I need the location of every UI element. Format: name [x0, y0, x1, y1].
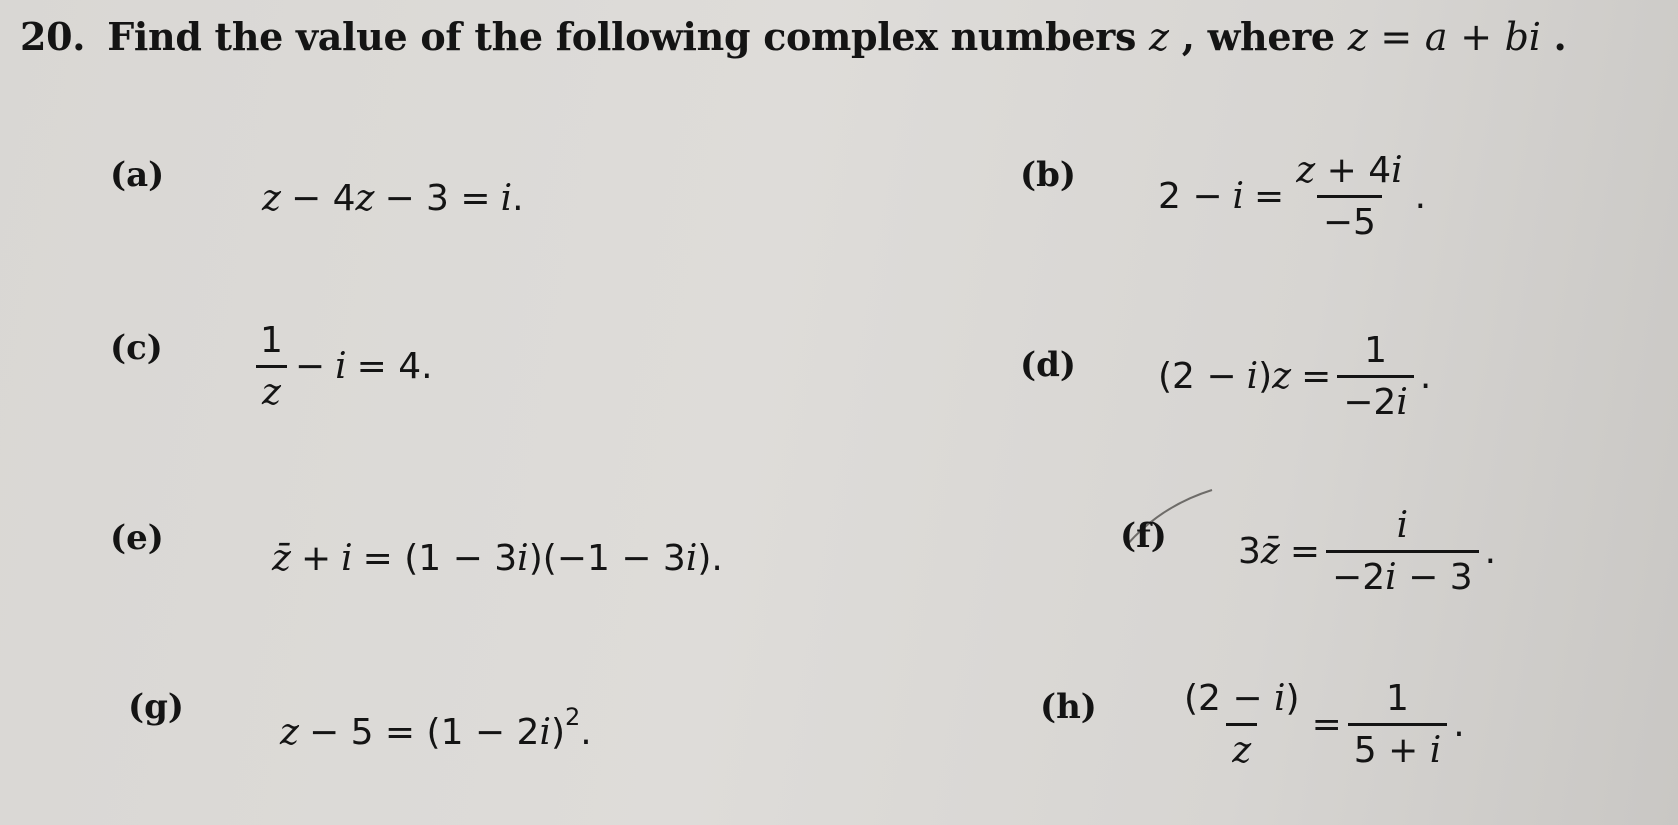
part-b-fraction: $\frac{z + 4i}{-5}$ [1296, 150, 1403, 243]
part-b-label: (b) [1020, 155, 1076, 195]
part-g-label: (g) [128, 687, 184, 727]
part-d-equation: (2 − i ) z = $\frac{1}{-2i}$ . [1158, 330, 1432, 423]
part-b-equation: 2 − i = $\frac{z + 4i}{-5}$ . [1158, 150, 1427, 243]
part-a-label: (a) [110, 155, 165, 195]
part-e-label: (e) [110, 518, 164, 558]
problem-heading: 20. Find the value of the following complex numbers z , where z = a + bi . [20, 14, 1567, 59]
part-d-label: (d) [1020, 345, 1076, 385]
part-a-equation: z − 4 z − 3 = i . [262, 178, 524, 219]
part-c-label: (c) [110, 328, 163, 368]
part-f-equation: 3 z̄ = $\frac{i}{-2i - 3}$ . [1238, 505, 1497, 598]
part-f-label: (f) [1120, 516, 1167, 556]
problem-text: Find the value of the following complex numbers [107, 14, 1137, 59]
part-h-label: (h) [1040, 687, 1097, 727]
part-h-equation: $\frac{(2 - i)}{z}$ = $\frac{1}{5 + i}$ . [1172, 678, 1465, 771]
part-g-equation: z − 5 = (1 − 2 i ) 2 . [280, 702, 592, 753]
part-c-fraction: $\frac{1}{z}$ [254, 320, 289, 413]
part-h-fraction-left: $\frac{(2 - i)}{z}$ [1184, 678, 1300, 771]
part-h-fraction-right: $\frac{1}{5 + i}$ [1348, 678, 1447, 771]
problem-number: 20. [20, 14, 86, 59]
part-c-equation: $\frac{1}{z}$ − i = 4. [248, 320, 433, 413]
part-e-equation: z̄ + i = (1 − 3 i )(−1 − 3 i ). [272, 538, 723, 579]
part-d-fraction: $\frac{1}{-2i}$ [1337, 330, 1414, 423]
part-f-fraction: $\frac{i}{-2i - 3}$ [1326, 505, 1479, 598]
